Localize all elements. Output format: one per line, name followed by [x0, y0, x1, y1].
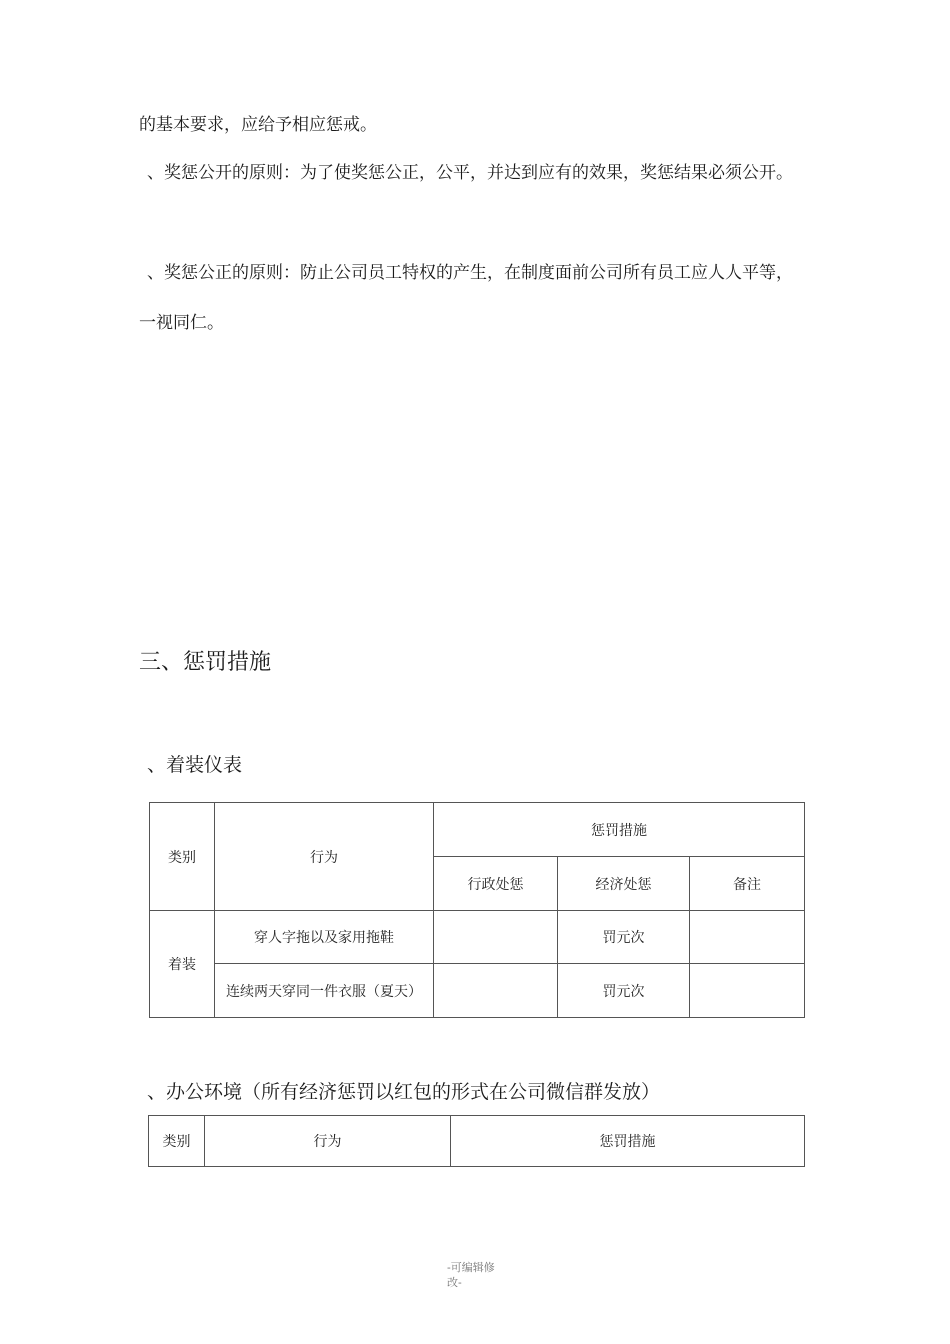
office-table — [148, 1115, 805, 1167]
table-header-behavior: 行为 — [215, 803, 434, 911]
table-cell-behavior: 连续两天穿同一件衣服（夏天） — [215, 964, 434, 1018]
table-header-admin: 行政处惩 — [434, 857, 558, 911]
page-footer: -可编辑修改- — [447, 1261, 495, 1289]
table-header-remark: 备注 — [690, 857, 805, 911]
paragraph-public-principle: 、奖惩公开的原则：为了使奖惩公正，公平，并达到应有的效果，奖惩结果必须公开。 — [147, 163, 793, 183]
table-header-measures: 惩罚措施 — [434, 803, 805, 857]
subsection-title-attire: 、着装仪表 — [147, 754, 243, 776]
table-header-measures: 惩罚措施 — [451, 1116, 805, 1167]
attire-table — [149, 802, 805, 1018]
table-row — [150, 964, 805, 1018]
table-header-category: 类别 — [149, 1116, 205, 1167]
table-header-behavior: 行为 — [205, 1116, 451, 1167]
paragraph-fair-principle-line1: 、奖惩公正的原则：防止公司员工特权的产生，在制度面前公司所有员工应人人平等， — [147, 263, 793, 283]
section-title: 三、惩罚措施 — [139, 650, 272, 675]
table-cell-remark — [690, 911, 805, 964]
subsection-title-office: 、办公环境（所有经济惩罚以红包的形式在公司微信群发放） — [147, 1081, 661, 1103]
table-cell-economic: 罚元次 — [558, 911, 690, 964]
table-group-attire: 着装 — [150, 911, 215, 1018]
table-header-category: 类别 — [150, 803, 215, 911]
table-cell-remark — [690, 964, 805, 1018]
table-cell-economic: 罚元次 — [558, 964, 690, 1018]
table-cell-admin — [434, 964, 558, 1018]
table-cell-admin — [434, 911, 558, 964]
paragraph-fair-principle-line2: 一视同仁。 — [139, 313, 224, 333]
table-header-economic: 经济处惩 — [558, 857, 690, 911]
table-row — [150, 911, 805, 964]
paragraph-basic-requirements: 的基本要求，应给予相应惩戒。 — [139, 115, 377, 135]
table-cell-behavior: 穿人字拖以及家用拖鞋 — [215, 911, 434, 964]
